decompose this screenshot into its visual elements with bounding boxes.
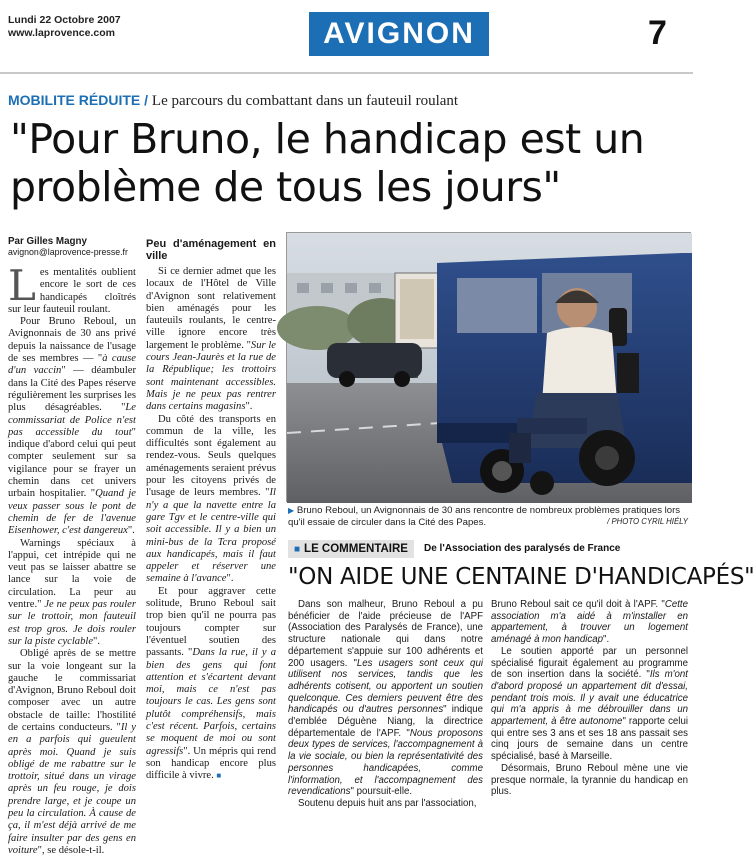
paragraph-4: Obligé après de se mettre sur la voie longeant sur la gauche le commissariat d'Avignon, Bruno Reboul doit composer avec un autre obstacle de taille: l'hostilité de certains conducteurs. "Il y en a parfois qui gueulent après moi. Quand je suis obligé de me rabattre sur le trottoir, situé dans un virage après un feu rouge, je dois prendre large, et je coupe un peu la circulation. À cause de ça, il m'est déjà arrivé de me faire insulter par des gens en voiture", se désole-t-il. <box>8 648 136 856</box>
commentary-source: De l'Association des paralysés de France <box>424 543 621 554</box>
paragraph-2: Pour Bruno Reboul, un Avignonnais de 30 ans privé depuis la naissance de l'usage de ses membres — "à cause d'un vaccin" — déambuler dans la Cité des Papes réserve régulièrement les surprises les plus désagréables. "Le commissariat de Police n'est pas accessible du tout" indique d'abord celui qui peut compter seulement sur sa vigilance pour se frayer un chemin dans cet univers urbain hospitalier. "Quand je veux passer sous le pont de chemin de fer de l'avenue Eisenhower, c'est dangereux". <box>8 316 136 537</box>
page-number: 7 <box>648 14 667 52</box>
paragraph-1: Les mentalités oublient encore le sort de ces handicapés cloîtrés sur leur fauteuil roulant. <box>8 261 136 315</box>
caption-arrow-icon: ▶ <box>288 506 295 515</box>
commentary-paragraph-5: Désormais, Bruno Reboul mène une vie presque normale, la tyrannie du handicap en plus. <box>491 762 688 798</box>
byline-name: Par Gilles Magny <box>8 236 87 247</box>
site-url[interactable]: www.laprovence.com <box>8 27 115 39</box>
commentary-paragraph-3: Bruno Reboul sait ce qu'il doit à l'APF. "Cette association m'a aidé à m'installer en appartement, à trouver un logement aménagé à mon handicap". <box>491 599 688 646</box>
commentary-paragraph-1: Dans son malheur, Bruno Reboul a pu bénéficier de l'aide précieuse de l'APF (Association des Paralysés de France), une structure nationale qui dans notre département s'appuie sur 100 adhérents et 200 usagers. "Les usagers sont ceux qui utilisent nos services, tandis que les adhérents cotisent, ou apportent un soutien quelconque. Ces derniers peuvent être des handicapés ou d'autres personnes" indique d'emblée Déguène Niang, la directrice départementale de l'APF. "Nous proposons deux types de services, l'accompagnement à la vie sociale, ou bien la représentativité des personnes handicapées, comme l'information, et l'accompagnement des revendications" poursuit-elle. <box>288 599 483 798</box>
issue-date: Lundi 22 Octobre 2007 <box>8 14 121 26</box>
caption-text: Bruno Reboul, un Avignonnais de 30 ans rencontre de nombreux problèmes pratiques lors qu'il essaie de circuler dans la Cité des Papes. <box>288 505 681 528</box>
commentary-paragraph-2: Soutenu depuis huit ans par l'association, <box>298 797 477 809</box>
commentary-headline: "ON AIDE UNE CENTAINE D'HANDICAPÉS" <box>288 564 754 590</box>
paragraph-6: Du côté des transports en commun de la ville, les difficultés sont également au rendez-vous. Seuls quelques aménagements seraient prévus pour les citoyens privés de l'usage de leurs membres. "Il n'y a que la navette entre la gare Tgv et le centre-ville qui soit accessible. Il y a bien un mini-bus de la Tcra proposé aux handicapés, mais il faut appeler et réserver une semaine à l'avance". <box>146 413 276 585</box>
commentary-column-1 <box>288 599 483 810</box>
kicker-slash: / <box>140 92 152 108</box>
paragraph-5: Si ce dernier admet que les locaux de l'Hôtel de Ville d'Avignon sont relativement bien aménagés pour les fauteuils roulants, le centre-ville ignore encore très largement le problème. "Sur le cours Jean-Jaurès et la rue de la République; les trottoirs sont maintenant accessibles. Mais je ne peux pas rentrer dans certains magasins". <box>146 266 276 413</box>
article-column-2 <box>146 234 276 782</box>
end-mark-icon: ■ <box>216 771 222 781</box>
paragraph-3: Warnings spéciaux à l'appui, cet intrépide qui ne veut pas se laisser abattre se lance sur la voie de circulation. La peur au ventre." Je ne peux pas rouler sur le trottoir, mon fauteuil est trop gros. Je dois rouler sur la piste cyclable". <box>8 537 136 647</box>
photo-illustration <box>287 233 692 503</box>
commentary-paragraph-4: Le soutien apporté par un personnel spécialisé figurait également au programme de son insertion dans la société. "Ils m'ont d'abord proposé un appartement dit d'essai, pendant trois mois. Il y avait une éducatrice qui m'a appris à me débrouiller dans un appartement, à être autonome" rapporte celui qui entre ses 3 ans et ses 18 ans passait ses cinq jours de semaine dans un centre spécialisé, basé à Marseille. <box>491 645 689 763</box>
header-divider <box>0 72 693 74</box>
commentary-label: ■ LE COMMENTAIRE <box>288 540 414 558</box>
article-column-1 <box>8 236 136 857</box>
kicker <box>8 92 458 110</box>
subhead: Peu d'aménagement en ville <box>146 238 276 262</box>
kicker-text: Le parcours du combattant dans un fauteuil roulant <box>151 93 459 109</box>
kicker-label: MOBILITE RÉDUITE <box>8 92 141 108</box>
headline: "Pour Bruno, le handicap est un problème de tous les jours" <box>10 115 645 211</box>
section-banner: AVIGNON <box>309 12 489 56</box>
paragraph-7: Et pour aggraver cette solitude, Bruno Reboul sait trop bien qu'il ne pourra pas toujours compter sur l'éventuel soutien des passants. "Dans la rue, il y a bien des gens qui font attention et s'écartent devant moi, mais ce n'est pas toujours le cas. Les gens sont plutôt compréhensifs, mais c'est récent. Parfois, certains se moquent de moi ou sont agressifs". Un mépris qui rend son handicap encore plus difficile à vivre. ■ <box>146 585 276 782</box>
drop-cap: L <box>8 261 36 310</box>
photo-caption <box>288 505 688 526</box>
commentary-square-icon: ■ <box>294 544 301 555</box>
photo-credit: / PHOTO CYRIL HIÉLY <box>607 517 688 526</box>
byline-email[interactable]: avignon@laprovence-presse.fr <box>8 247 128 257</box>
commentary-column-2 <box>491 599 688 798</box>
article-photo <box>286 232 691 502</box>
